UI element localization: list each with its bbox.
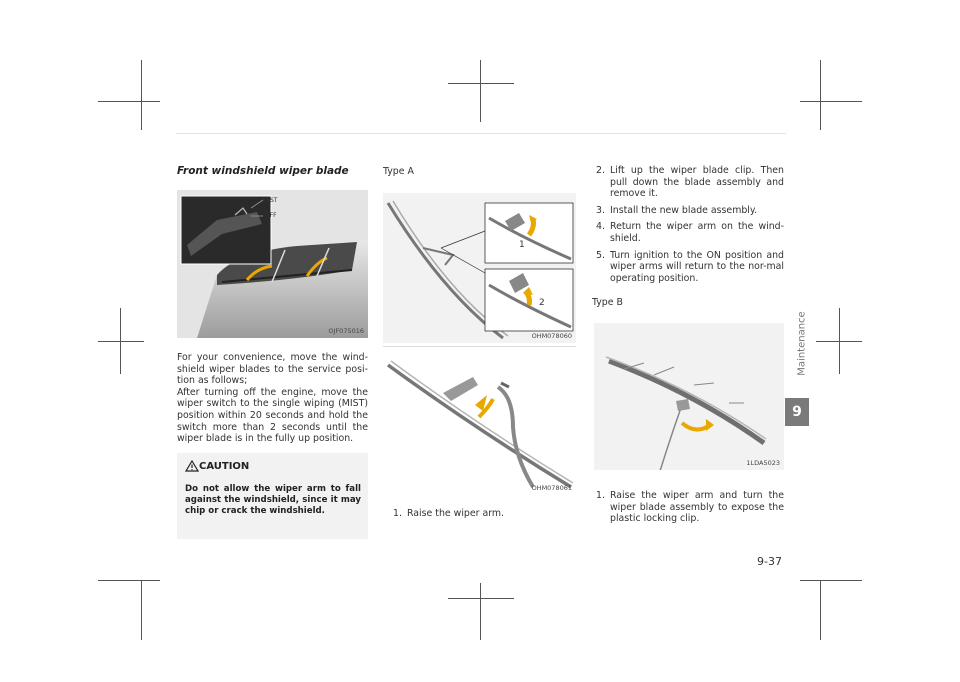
type-b-label: Type B (592, 297, 623, 308)
section-tab (782, 300, 812, 390)
section-heading: Front windshield wiper blade (177, 165, 349, 177)
wiper-locking-clip-illustration (594, 323, 784, 470)
figure-code: OHM078061 (531, 484, 572, 492)
callout-2: 2 (539, 298, 545, 308)
header-rule (176, 133, 786, 134)
step-item: 2. Lift up the wiper blade clip. Then pull down the blade assembly and remove it. (596, 165, 784, 200)
car-windshield-illustration (177, 190, 368, 338)
label-off: OFF (265, 212, 277, 219)
warning-triangle-icon (185, 460, 199, 472)
page-number: 9-37 (757, 555, 782, 568)
step-item: 5. Turn ignition to the ON position and wiper arms will return to the nor-mal operating position. (596, 249, 784, 284)
wiper-blade-clip-illustration (383, 193, 576, 343)
step-item: 1. Raise the wiper arm and turn the wiper blade assembly to expose the plastic locking clip. (596, 490, 784, 525)
figure-type-b (594, 323, 784, 470)
section-name: Maintenance (796, 311, 808, 376)
type-a-label: Type A (383, 166, 414, 177)
intro-paragraph: After turning off the engine, move the wiper switch to the single wiping (MIST) position within 20 seconds and hold the switch more than 2 seconds until the wiper blade is in the fully up position. (177, 386, 368, 445)
type-b-steps (596, 490, 784, 525)
intro-text (177, 352, 368, 445)
type-a-steps (393, 508, 573, 520)
removal-steps (596, 165, 784, 284)
step-item: 3. Install the new blade assembly. (596, 204, 758, 216)
caution-body: Do not allow the wiper arm to fall against the windshield, since it may chip or crack the windshield. (185, 484, 361, 516)
figure-code: OHM078060 (531, 332, 572, 340)
step-item: 1. Raise the wiper arm. (393, 508, 505, 519)
wiper-arm-raise-illustration (383, 347, 576, 495)
caution-title: CAUTION (199, 461, 250, 472)
figure-wiper-switch (177, 190, 368, 338)
caution-box (177, 453, 368, 539)
figure-type-a-top (383, 193, 576, 343)
figure-code: 1LDA5023 (746, 459, 780, 467)
figure-type-a-bottom (383, 346, 576, 495)
intro-paragraph: For your convenience, move the wind-shield wiper blades to the service posi-tion as follows; (177, 352, 368, 387)
callout-1: 1 (519, 240, 525, 250)
step-item: 4. Return the wiper arm on the wind-shield. (596, 221, 784, 244)
figure-code: OJF075016 (328, 327, 364, 335)
chapter-badge: 9 (785, 398, 809, 426)
label-mist: MIST (263, 197, 278, 204)
